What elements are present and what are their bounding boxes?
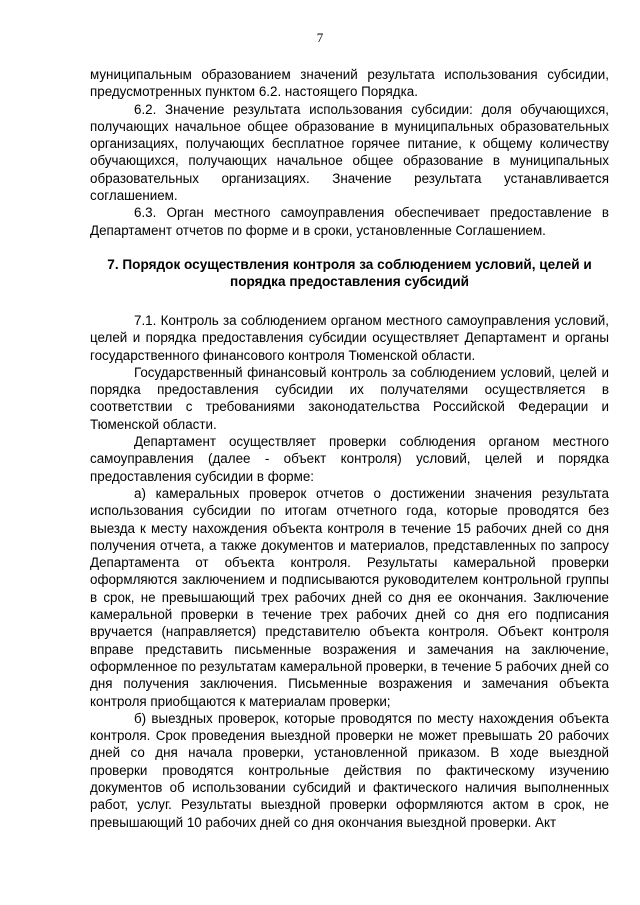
paragraph: Департамент осуществляет проверки соблюдения органом местного самоуправления (далее - объект контроля) условий, целей и порядка предоставления субсидии в форме: <box>90 434 609 484</box>
paragraph: 6.3. Орган местного самоуправления обеспечивает предоставление в Департамент отчетов по форме и в сроки, установленные Соглашением. <box>90 205 609 238</box>
paragraph: 7.1. Контроль за соблюдением органом местного самоуправления условий, целей и порядка предоставления субсидии осуществляет Департамент и органы государственного финансового контроля Тюменской области. <box>90 312 609 363</box>
document-body <box>90 66 609 831</box>
paragraph: Государственный финансовый контроль за соблюдением условий, целей и порядка предоставления субсидии их получателями осуществляется в соответствии с требованиями законодательства Российской Федерации и Тюменской области. <box>90 364 609 432</box>
page-number: 7 <box>316 30 324 45</box>
section-heading: 7. Порядок осуществления контроля за соблюдением условий, целей и порядка предоставления субсидий <box>107 256 592 289</box>
paragraph: муниципальным образованием значений результата использования субсидии, предусмотренных пунктом 6.2. настоящего Порядка. <box>90 67 609 100</box>
paragraph: а) камеральных проверок отчетов о достижении значения результата использования субсидии по итогам отчетного года, которые проводятся без выезда к месту нахождения объекта контроля в течение 15 рабочих дней со дня получения отчета, а также документов и материалов, представленных по запросу Департамента от объекта контроля. Результаты камеральной проверки оформляются заключением и подписываются руководителем контрольной группы в срок, не превышающий трех рабочих дней со дня ее окончания. Заключение камеральной проверки в течение трех рабочих дней со дня его подписания вручается (направляется) представителю объекта контроля. Объект контроля вправе представить письменные возражения и замечания на заключение, оформленное по результатам камеральной проверки, в течение 5 рабочих дней со дня получения заключения. Письменные возражения и замечания объекта контроля приобщаются к материалам проверки; <box>90 485 609 709</box>
paragraph: 6.2. Значение результата использования субсидии: доля обучающихся, получающих начальное общее образование в муниципальных образовательных организациях, получающих бесплатное горячее питание, к общему количеству обучающихся, получающих начальное общее образование в муниципальных образовательных организациях. Значение результата устанавливается соглашением. <box>90 101 609 204</box>
paragraph: б) выездных проверок, которые проводятся по месту нахождения объекта контроля. Срок проведения выездной проверки не может превышать 20 рабочих дней со дня начала проверки, установленной приказом. В ходе выездной проверки проводятся контрольные действия по фактическому изучению документов об использовании субсидий и фактического наличия выполненных работ, услуг. Результаты выездной проверки оформляются актом в срок, не превышающий 10 рабочих дней со дня окончания выездной проверки. Акт <box>90 710 609 830</box>
